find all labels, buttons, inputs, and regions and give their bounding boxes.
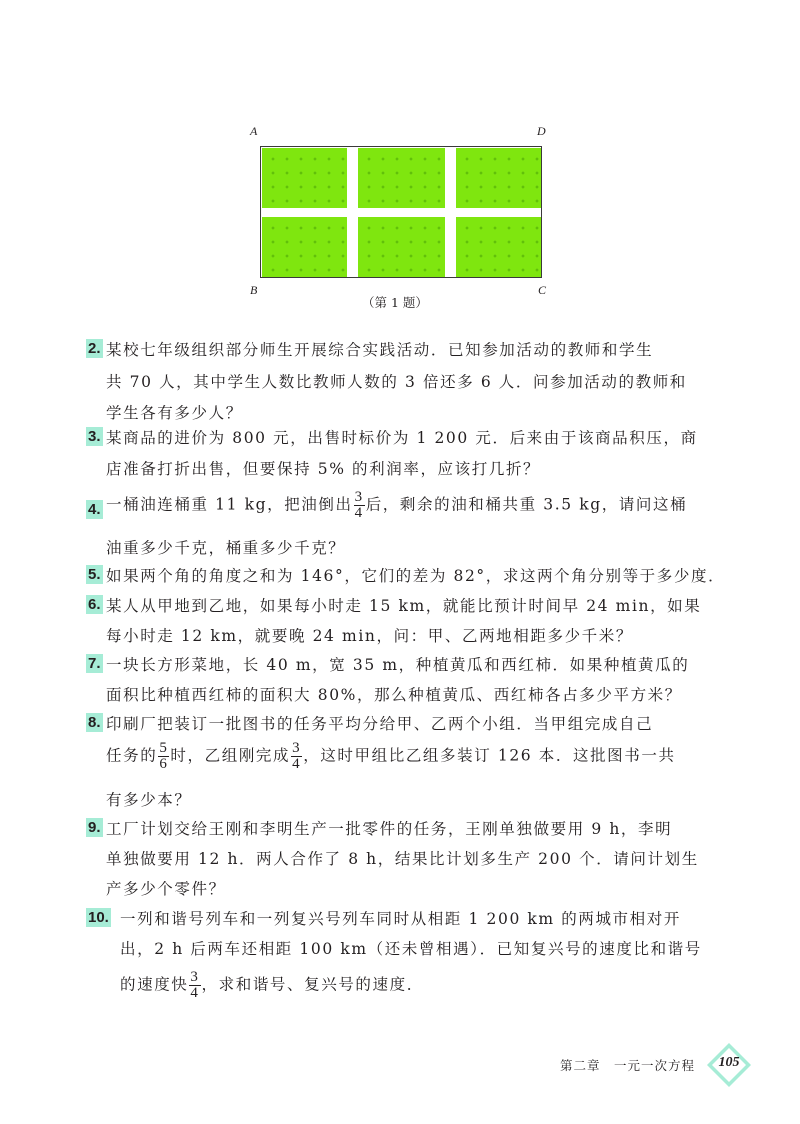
figure-caption: （第 1 题） [362, 295, 428, 310]
problem-10-line-3 [120, 970, 424, 1001]
problem-9-line-2: 单独做要用 12 h．两人合作了 8 h，结果比计划多生产 200 个．请问计划生 [106, 850, 699, 868]
problem-4-text-a: 一桶油连桶重 11 kg，把油倒出 [106, 495, 353, 514]
problem-9-line-3: 产多少个零件？ [106, 880, 226, 898]
fraction [354, 490, 365, 521]
fraction [189, 970, 200, 1001]
problem-3-line-2: 店准备打折出售，但要保持 5% 的利润率，应该打几折？ [106, 460, 541, 478]
problem-8-text-b: 时，乙组刚完成 [170, 746, 291, 765]
problem-10-line-1: 一列和谐号列车和一列复兴号列车同时从相距 1 200 km 的两城市相对开 [120, 910, 681, 928]
problem-8-text-c: ，这时甲组比乙组多装订 126 本．这批图书一共 [303, 746, 676, 765]
problem-3-line-1: 某商品的进价为 800 元，出售时标价为 1 200 元．后来由于该商品积压，商 [106, 429, 698, 447]
problem-number: 6. [88, 596, 101, 613]
fraction-denominator: 4 [190, 985, 200, 1001]
problem-number: 7. [88, 655, 101, 672]
page-number: 105 [718, 1055, 740, 1070]
corner-label-b: B [250, 283, 258, 297]
problem-4-text-b: 后，剩余的油和桶共重 3.5 kg，请问这桶 [365, 495, 688, 514]
problem-number: 2. [88, 340, 101, 357]
problem-number: 8. [88, 714, 101, 731]
problem-8-line-3: 有多少本？ [106, 791, 192, 809]
fraction-numerator: 3 [354, 489, 364, 505]
problem-number: 4. [88, 501, 101, 518]
corner-label-d: D [537, 124, 546, 138]
chapter-title: 第二章 一元一次方程 [560, 1058, 696, 1073]
problem-9-line-1: 工厂计划交给王刚和李明生产一批零件的任务，王刚单独做要用 9 h，李明 [106, 820, 673, 838]
problem-7-line-2: 面积比种植西红柿的面积大 80%，那么种植黄瓜、西红柿各占多少平方米？ [106, 686, 682, 704]
fraction-denominator: 6 [159, 756, 169, 772]
problem-2-line-2: 共 70 人，其中学生人数比教师人数的 3 倍还多 6 人．问参加活动的教师和 [106, 373, 687, 391]
fraction-numerator: 3 [292, 740, 302, 756]
problem-10-text-a: 的速度快 [120, 975, 189, 994]
plot-bottom-left [262, 217, 347, 277]
problem-5-line-1: 如果两个角的角度之和为 146°，它们的差为 82°，求这两个角分别等于多少度． [106, 567, 726, 585]
corner-label-a: A [250, 124, 258, 138]
problem-number: 5. [88, 566, 101, 583]
problem-2-line-3: 学生各有多少人？ [106, 404, 243, 422]
fraction-denominator: 4 [292, 756, 302, 772]
problem-7-line-1: 一块长方形菜地，长 40 m，宽 35 m，种植黄瓜和西红柿．如果种植黄瓜的 [106, 656, 690, 674]
problem-8-text-a: 任务的 [106, 746, 158, 765]
problem-8-line-2 [106, 741, 676, 772]
problem-number: 3. [88, 428, 101, 445]
plot-bottom-middle [358, 217, 445, 277]
problem-6-line-1: 某人从甲地到乙地，如果每小时走 15 km，就能比预计时间早 24 min，如果 [106, 597, 702, 615]
fraction-denominator: 4 [354, 505, 364, 521]
problem-10-line-2: 出，2 h 后两车还相距 100 km（还未曾相遇）．已知复兴号的速度比和谐号 [120, 940, 702, 958]
problem-4-line-2: 油重多少千克，桶重多少千克？ [106, 539, 346, 557]
problem-2-line-1: 某校七年级组织部分师生开展综合实践活动．已知参加活动的教师和学生 [106, 341, 654, 359]
problem-10-text-b: ，求和谐号、复兴号的速度． [201, 975, 424, 994]
plot-bottom-right [456, 217, 541, 277]
plot-top-middle [358, 148, 445, 208]
fraction [291, 741, 302, 772]
corner-label-c: C [538, 283, 547, 297]
fraction-numerator: 3 [190, 969, 200, 985]
vegetable-garden-figure [260, 146, 542, 278]
fraction-numerator: 5 [159, 740, 169, 756]
fraction [158, 741, 169, 772]
plot-top-left [262, 148, 347, 208]
plot-top-right [456, 148, 541, 208]
problem-number: 10. [88, 909, 109, 926]
problem-number: 9. [88, 819, 101, 836]
problem-8-line-1: 印刷厂把装订一批图书的任务平均分给甲、乙两个小组．当甲组完成自己 [106, 715, 654, 733]
problem-4-line-1 [106, 490, 687, 521]
problem-6-line-2: 每小时走 12 km，就要晚 24 min，问：甲、乙两地相距多少千米？ [106, 627, 633, 645]
